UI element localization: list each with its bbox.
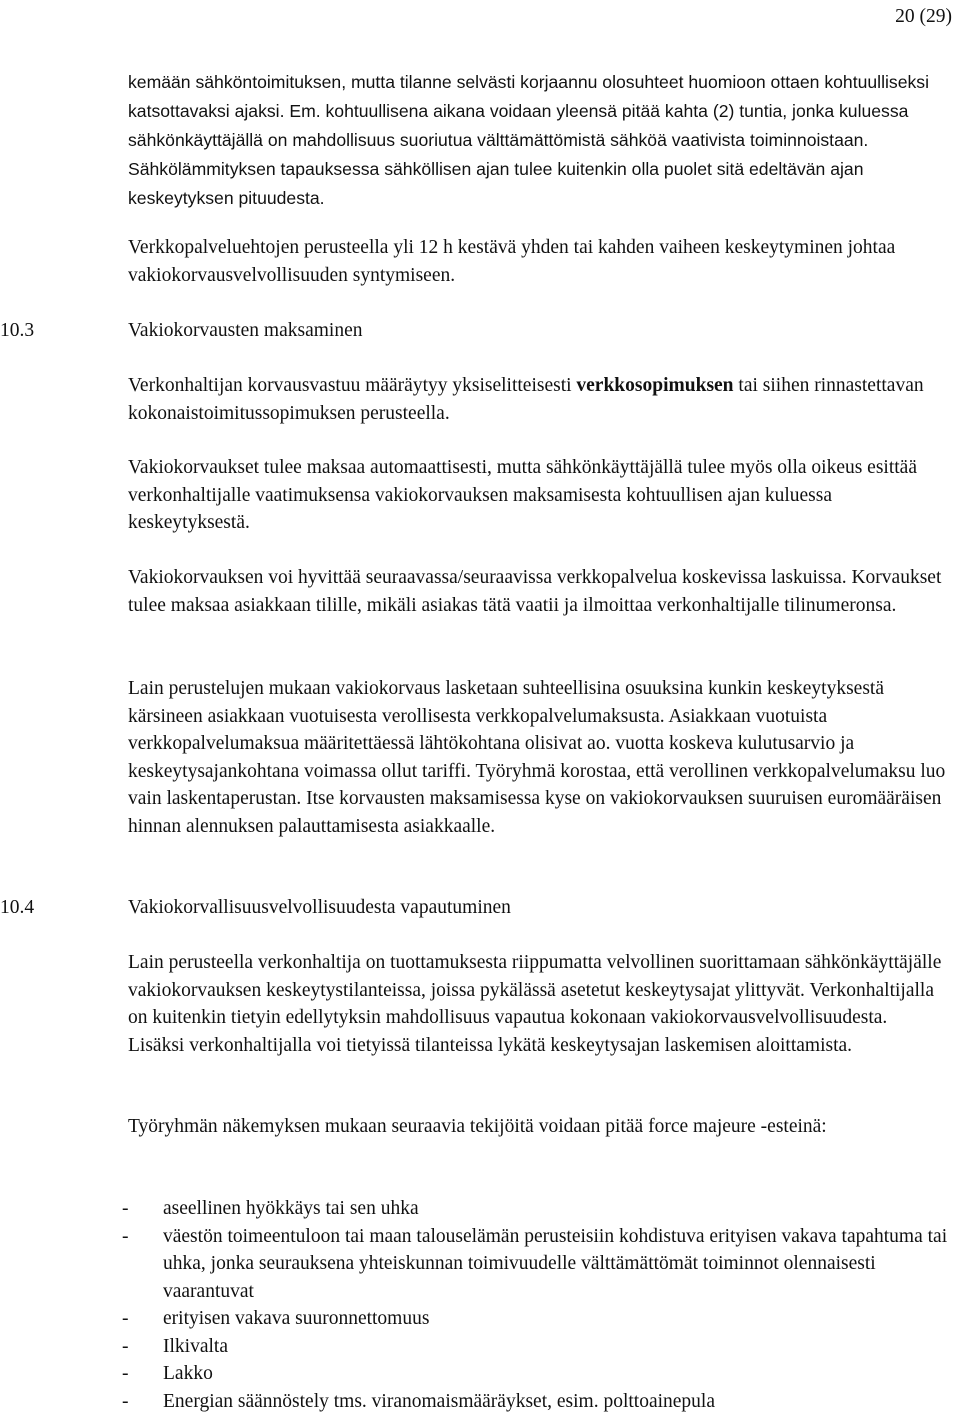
- list-item: [122, 1223, 952, 1306]
- list-item: [122, 1195, 952, 1223]
- paragraph-continuation: kemään sähköntoimituksen, mutta tilanne selvästi korjaannu olosuhteet huomioon ottaen kohtuulliseksi katsottavaksi ajaksi. Em. kohtuullisena aikana voidaan yleensä pitää kahta (2) tuntia, jonka kuluessa sähkönkäyttäjällä on mahdollisuus suoriutua välttämättömistä sähköä vaativista toiminnoistaan. Sähkölämmityksen tapauksessa sähköllisen ajan tulee kuitenkin olla puolet sitä edeltävän ajan keskeytyksen pituudesta.: [128, 72, 929, 208]
- page-number: 20 (29): [895, 6, 952, 27]
- paragraph-maksaminen-automaattisesti: Vakiokorvaukset tulee maksaa automaattisesti, mutta sähkönkäyttäjällä tulee myös olla oikeus esittää verkonhaltijalle vaatimuksensa vakiokorvauksen maksamisesta kohtuullisen ajan kuluessa keskeytyksestä.: [128, 457, 917, 533]
- list-item: [122, 1333, 952, 1361]
- list-item: [122, 1305, 952, 1333]
- text-run: Verkonhaltijan korvausvastuu määräytyy yksiselitteisesti: [128, 375, 577, 396]
- paragraph-lain-perustelut: Lain perustelujen mukaan vakiokorvaus lasketaan suhteellisina osuuksina kunkin keskeytyksestä kärsineen asiakkaan vuotuisesta verollisesta verkkopalvelumaksusta. Asiakkaan vuotuista verkkopalvelumaksua määritettäessä lähtökohtana olisivat ao. vuotta koskeva kulutusarvio ja keskeytysajankohtana voimassa ollut tariffi. Työryhmä korostaa, että verollinen verkkopalvelumaksu luo vain laskentaperustan. Itse korvausten maksamisessa kyse on vakiokorvauksen suuruisen euromääräisen hinnan alennuksen palauttamisesta asiakkaalle.: [128, 678, 946, 837]
- list-item-text: erityisen vakava suuronnettomuus: [163, 1308, 430, 1329]
- list-item-text: Ilkivalta: [163, 1335, 228, 1357]
- list-item-text: aseellinen hyökkäys tai sen uhka: [163, 1198, 419, 1219]
- list-item: [122, 1388, 952, 1415]
- section-heading-10-4: [0, 894, 900, 922]
- dash-bullet: -: [122, 1225, 129, 1247]
- text-run: tai siihen rinnastettavan kokonaistoimitussopimuksen perusteella.: [128, 375, 924, 424]
- paragraph-verkkopalveluehdot: Verkkopalveluehtojen perusteella yli 12 h kestävä yhden tai kahden vaiheen keskeytyminen johtaa vakiokorvausvelvollisuuden syntymiseen.: [128, 237, 896, 286]
- force-majeure-list: [122, 1195, 952, 1415]
- list-item: [122, 1360, 952, 1388]
- dash-bullet: -: [122, 1335, 129, 1357]
- section-number: 10.3: [0, 320, 35, 341]
- section-number: 10.4: [0, 897, 35, 918]
- list-item-text: Energian säännöstely tms. viranomaismääräykset, esim. polttoainepula: [163, 1390, 715, 1412]
- dash-bullet: -: [122, 1363, 129, 1384]
- section-title: Vakiokorvausten maksaminen: [128, 320, 363, 341]
- list-item-text: Lakko: [163, 1363, 213, 1384]
- emphasis-verkkosopimuksen: verkkosopimuksen: [576, 375, 734, 396]
- list-item-text: väestön toimeentuloon tai maan talouselämän perusteisiin kohdistuva erityisen vakava tapahtuma tai uhka, jonka seurauksena yhteiskunnan toimivuudelle välttämättömät toiminnot olennaisesti vaarantuvat: [163, 1225, 948, 1302]
- paragraph-lain-perusteella: Lain perusteella verkonhaltija on tuottamuksesta riippumatta velvollinen suorittamaan sähkönkäyttäjälle vakiokorvauksen keskeytystilanteissa, joissa pykälässä asetetut keskeytysajat ylittyvät. Verkonhaltijalla on kuitenkin tietyin edellytyksin mahdollisuus vapautua kokonaan vakiokorvausvelvollisuudesta. Lisäksi verkonhaltijalla voi tietyissä tilanteissa lykätä keskeytysajan laskemisen aloittamista.: [128, 952, 942, 1056]
- paragraph-force-majeure-intro: Työryhmän näkemyksen mukaan seuraavia tekijöitä voidaan pitää force majeure -esteinä:: [128, 1116, 827, 1137]
- section-title: Vakiokorvallisuusvelvollisuudesta vapautuminen: [128, 897, 511, 918]
- paragraph-hyvittaminen: Vakiokorvauksen voi hyvittää seuraavassa/seuraavissa verkkopalvelua koskevissa laskuissa. Korvaukset tulee maksaa asiakkaan tilille, mikäli asiakas tätä vaatii ja ilmoittaa verkonhaltijalle tilinumeronsa.: [128, 567, 942, 616]
- section-heading-10-3: [0, 317, 900, 345]
- dash-bullet: -: [122, 1198, 129, 1219]
- paragraph-korvausvastuu: [128, 372, 948, 427]
- dash-bullet: -: [122, 1390, 129, 1412]
- dash-bullet: -: [122, 1308, 129, 1329]
